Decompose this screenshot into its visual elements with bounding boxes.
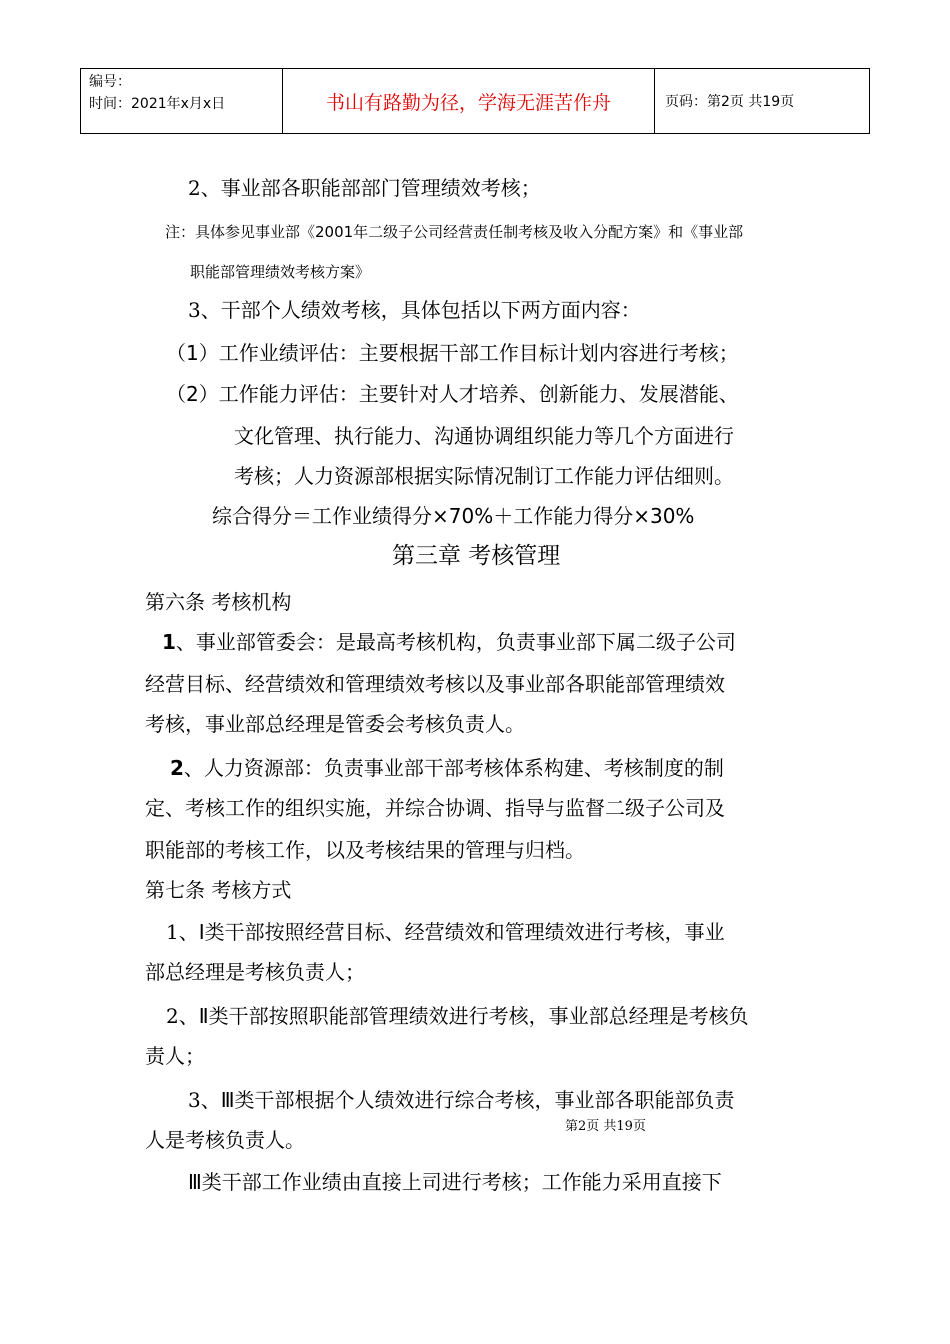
article-7-item-3-number: 3 — [188, 1088, 201, 1112]
article-7-item-3-line-2: 人是考核负责人。 — [145, 1128, 305, 1152]
sub-item-2-line-3: 考核；人力资源部根据实际情况制订工作能力评估细则。 — [234, 464, 734, 488]
article-6-item-1-text: 、事业部管委会：是最高考核机构，负责事业部下属二级子公司 — [175, 630, 736, 654]
article-6-title: 第六条 考核机构 — [145, 590, 292, 614]
item-2-text: 、事业部各职能部部门管理绩效考核； — [200, 176, 541, 200]
article-7-item-1-number: 1 — [166, 920, 179, 944]
article-7-item-1-text: 、Ⅰ类干部按照经营目标、经营绩效和管理绩效进行考核，事业 — [178, 920, 725, 944]
article-7-item-3-text: 、Ⅲ类干部根据个人绩效进行综合考核，事业部各职能部负责 — [200, 1088, 735, 1112]
article-7-item-3-line-1 — [188, 1088, 735, 1112]
article-7-last-line: Ⅲ类干部工作业绩由直接上司进行考核；工作能力采用直接下 — [188, 1170, 722, 1194]
article-6-item-1-line-1 — [162, 630, 736, 654]
article-6-item-2-number: 2 — [170, 756, 184, 780]
item-3-line — [188, 298, 641, 322]
chapter-title: 第三章 考核管理 — [392, 543, 561, 569]
item-2-number: 2 — [188, 176, 201, 200]
article-6-item-1-line-2: 经营目标、经营绩效和管理绩效考核以及事业部各职能部管理绩效 — [145, 672, 725, 696]
page-code: 页码：第2页 共19页 — [665, 94, 795, 110]
header-left-cell — [81, 69, 283, 133]
item-2-line — [188, 176, 541, 200]
article-6-item-2-line-3: 职能部的考核工作，以及考核结果的管理与归档。 — [145, 838, 585, 862]
article-7-item-2-line-2: 责人； — [145, 1044, 205, 1068]
time-label: 时间：2021年x月x日 — [89, 96, 226, 112]
article-6-item-1-number: 1 — [162, 630, 176, 654]
page-footer: 第2页 共19页 — [565, 1119, 646, 1134]
article-7-item-2-text: 、Ⅱ类干部按照职能部管理绩效进行考核，事业部总经理是考核负 — [178, 1004, 749, 1028]
note-line-2: 职能部管理绩效考核方案》 — [190, 263, 371, 281]
sub-item-1: （1）工作业绩评估：主要根据干部工作目标计划内容进行考核； — [166, 341, 739, 365]
sub-item-2-line-2: 文化管理、执行能力、沟通协调组织能力等几个方面进行 — [234, 424, 734, 448]
note-line-1: 注：具体参见事业部《2001年二级子公司经营责任制考核及收入分配方案》和《事业部 — [165, 223, 744, 241]
article-6-item-2-line-2: 定、考核工作的组织实施，并综合协调、指导与监督二级子公司及 — [145, 796, 725, 820]
article-7-title: 第七条 考核方式 — [145, 878, 292, 902]
article-6-item-1-line-3: 考核，事业部总经理是管委会考核负责人。 — [145, 712, 525, 736]
article-6-item-2-text: 、人力资源部：负责事业部干部考核体系构建、考核制度的制 — [183, 756, 724, 780]
score-formula: 综合得分＝工作业绩得分×70%＋工作能力得分×30% — [212, 504, 695, 528]
item-3-number: 3 — [188, 298, 201, 322]
item-3-text: 、干部个人绩效考核，具体包括以下两方面内容： — [200, 298, 641, 322]
motto: 书山有路勤为径，学海无涯苦作舟 — [283, 69, 655, 133]
article-6-item-2-line-1 — [170, 756, 724, 780]
header-table — [80, 68, 870, 134]
article-7-item-2-number: 2 — [166, 1004, 179, 1028]
article-7-item-1-line-2: 部总经理是考核负责人； — [145, 960, 365, 984]
sub-item-2-line-1: （2）工作能力评估：主要针对人才培养、创新能力、发展潜能、 — [166, 382, 739, 406]
article-7-item-2-line-1 — [166, 1004, 749, 1028]
serial-label: 编号： — [89, 74, 131, 90]
article-7-item-1-line-1 — [166, 920, 725, 944]
